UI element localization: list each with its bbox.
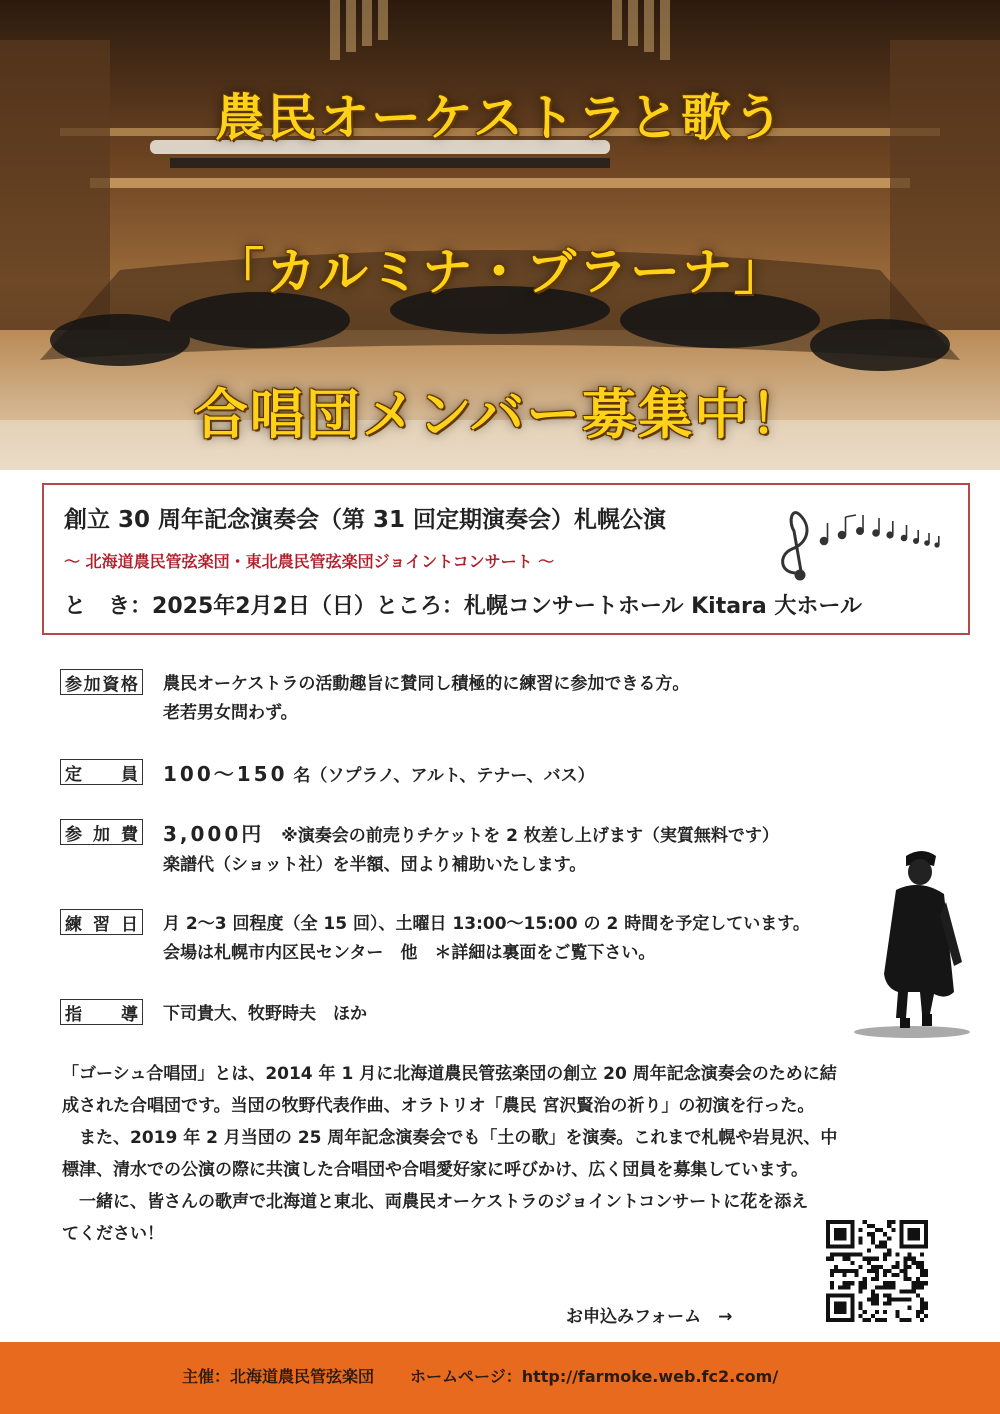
practice-text: 月 2～3 回程度（全 15 回）、土曜日 13:00～15:00 の 2 時間を予定しています。 会場は札幌市内区民センター 他 ＊詳細は裏面をご覧下さい。 <box>163 914 810 963</box>
practice-label: 練 習 日 <box>60 909 143 935</box>
capacity-text: 100～150 名（ソプラノ、アルト、テナー、バス） <box>163 762 595 786</box>
about-paragraph: 「ゴーシュ合唱団」とは、2014 年 1 月に北海道農民管弦楽団の創立 20 周年記念演奏会のために結 成された合唱団です。当団の牧野代表作曲、オラトリオ「農民 宮沢賢治の祈り」の初演を行った。 また、2019 年 2 月当団の 25 周年記念演奏会でも「土の歌」を演奏。これまで札幌や岩見沢、中 標津、清水での公演の際に共演した合唱団や合唱愛好家に呼びかけ、広く団員を募集しています。 一緒に、皆さんの歌声で北海道と東北、両農民オーケストラのジョイントコンサートに花を添え てください！ <box>62 1064 838 1244</box>
footer-text <box>182 1364 778 1387</box>
instructor-text: 下司貴大、牧野時夫 ほか <box>163 1004 367 1024</box>
hero-banner <box>0 0 1000 470</box>
eligibility-text: 農民オーケストラの活動趣旨に賛同し積極的に練習に参加できる方。 老若男女問わず。 <box>163 674 690 723</box>
concert-date-place <box>64 589 862 620</box>
instructor-label: 指 導 <box>60 999 143 1025</box>
fee-text: 3,000円 ※演奏会の前売りチケットを 2 枚差し上げます（実質無料です） 楽譜代（ショット社）を半額、団より補助いたします。 <box>163 822 779 875</box>
footer-homepage[interactable]: ホームページ：http://farmoke.web.fc2.com/ <box>410 1367 779 1386</box>
footer-host: 主催：北海道農民管弦楽団 <box>182 1367 375 1386</box>
place-label: ところ： <box>375 594 464 619</box>
footer-bar <box>0 1342 1000 1414</box>
hero-title-line2: 「カルミナ・ブラーナ」 <box>214 243 786 301</box>
concert-place: 札幌コンサートホール Kitara 大ホール <box>463 594 862 619</box>
concert-info-box <box>42 483 970 635</box>
qr-code[interactable] <box>826 1220 928 1322</box>
date-label: と き： <box>64 594 153 619</box>
capacity-label: 定 員 <box>60 759 143 785</box>
capacity-number: 100～150 <box>163 762 288 786</box>
fee-amount: 3,000円 <box>163 822 265 846</box>
hero-title-line3: 合唱団メンバー募集中！ <box>193 383 807 446</box>
figure-illustration <box>850 842 975 1042</box>
music-notes-icon <box>766 501 946 581</box>
fee-label: 参 加 費 <box>60 819 143 845</box>
concert-subtitle: ～ 北海道農民管弦楽団・東北農民管弦楽団ジョイントコンサート ～ <box>64 552 555 571</box>
application-form-link[interactable]: お申込みフォーム → <box>566 1307 733 1327</box>
concert-title: 創立 30 周年記念演奏会（第 31 回定期演奏会）札幌公演 <box>64 507 667 533</box>
eligibility-label: 参 加 資 格 <box>60 669 143 695</box>
concert-date: 2025年2月2日（日） <box>152 594 376 619</box>
hero-title-line1: 農民オーケストラと歌う <box>215 89 785 147</box>
